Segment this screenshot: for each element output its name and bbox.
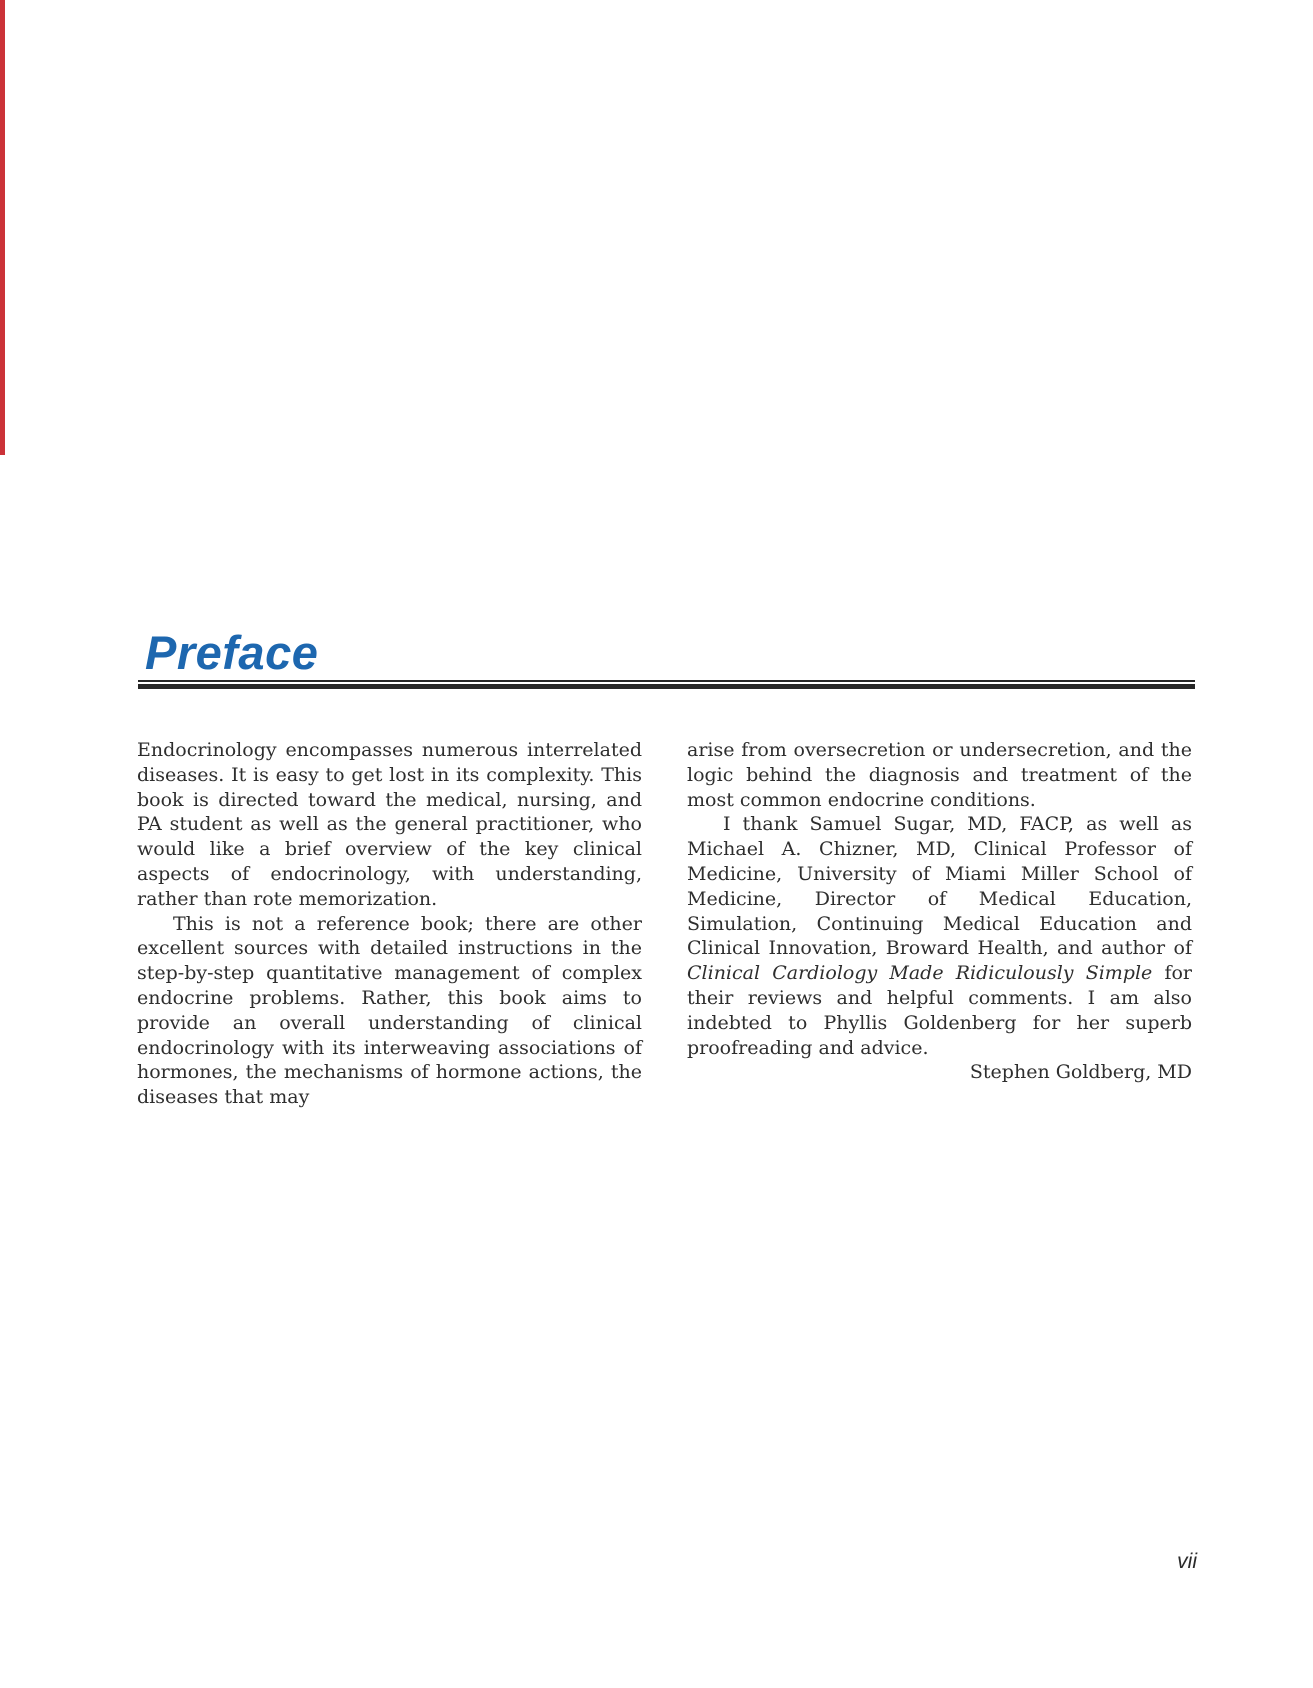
title-rule (138, 680, 1195, 689)
text-segment: Endocrinology encompasses numerous interrelated diseases. It is easy to get lost in its complexity. This book is directed toward the medical, nursing, and PA student as well as the general practitioner, who would like a brief overview of the key clinical aspects of endocrinology, with understanding, rather than rote memorization. (137, 739, 642, 910)
paragraph (137, 738, 642, 912)
book-title-italic: Clinical Cardiology Made Ridiculously Simple (687, 962, 1153, 985)
text-segment: This is not a reference book; there are other excellent sources with detailed instructions in the step-by-step quantitative management of complex endocrine problems. Rather, this book aims to provide an overall understanding of clinical endocrinology with its interweaving associations of hormones, the mechanisms of hormone actions, the diseases that may (137, 912, 642, 1109)
author-signature: Stephen Goldberg, MD (969, 1061, 1192, 1084)
title-rule-thin-line (138, 680, 1195, 682)
text-column-left (137, 738, 642, 1110)
page-number: vii (1177, 1550, 1197, 1573)
scan-edge-mark (0, 0, 5, 455)
title-rule-thick-line (138, 684, 1195, 689)
text-segment: for their reviews and helpful comments. I am also indebted to Phyllis Goldenberg for her superb proofreading and advice. (687, 962, 1193, 1059)
text-segment: I thank Samuel Sugar, MD, FACP, as well as Michael A. Chizner, MD, Clinical Professor of Medicine, University of Miami Miller School of Medicine, Director of Medical Education, Simulation, Continuing Medical Education and Clinical Innovation, Broward Health, and author of (687, 813, 1192, 960)
two-column-text-block (137, 738, 1192, 1110)
text-segment: arise from oversecretion or undersecretion, and the logic behind the diagnosis and treatment of the most common endocrine conditions. (687, 739, 1192, 811)
text-column-right (687, 738, 1192, 1110)
paragraph (687, 812, 1192, 1060)
paragraph (137, 912, 642, 1110)
paragraph (687, 738, 1192, 812)
page-title: Preface (145, 626, 319, 679)
